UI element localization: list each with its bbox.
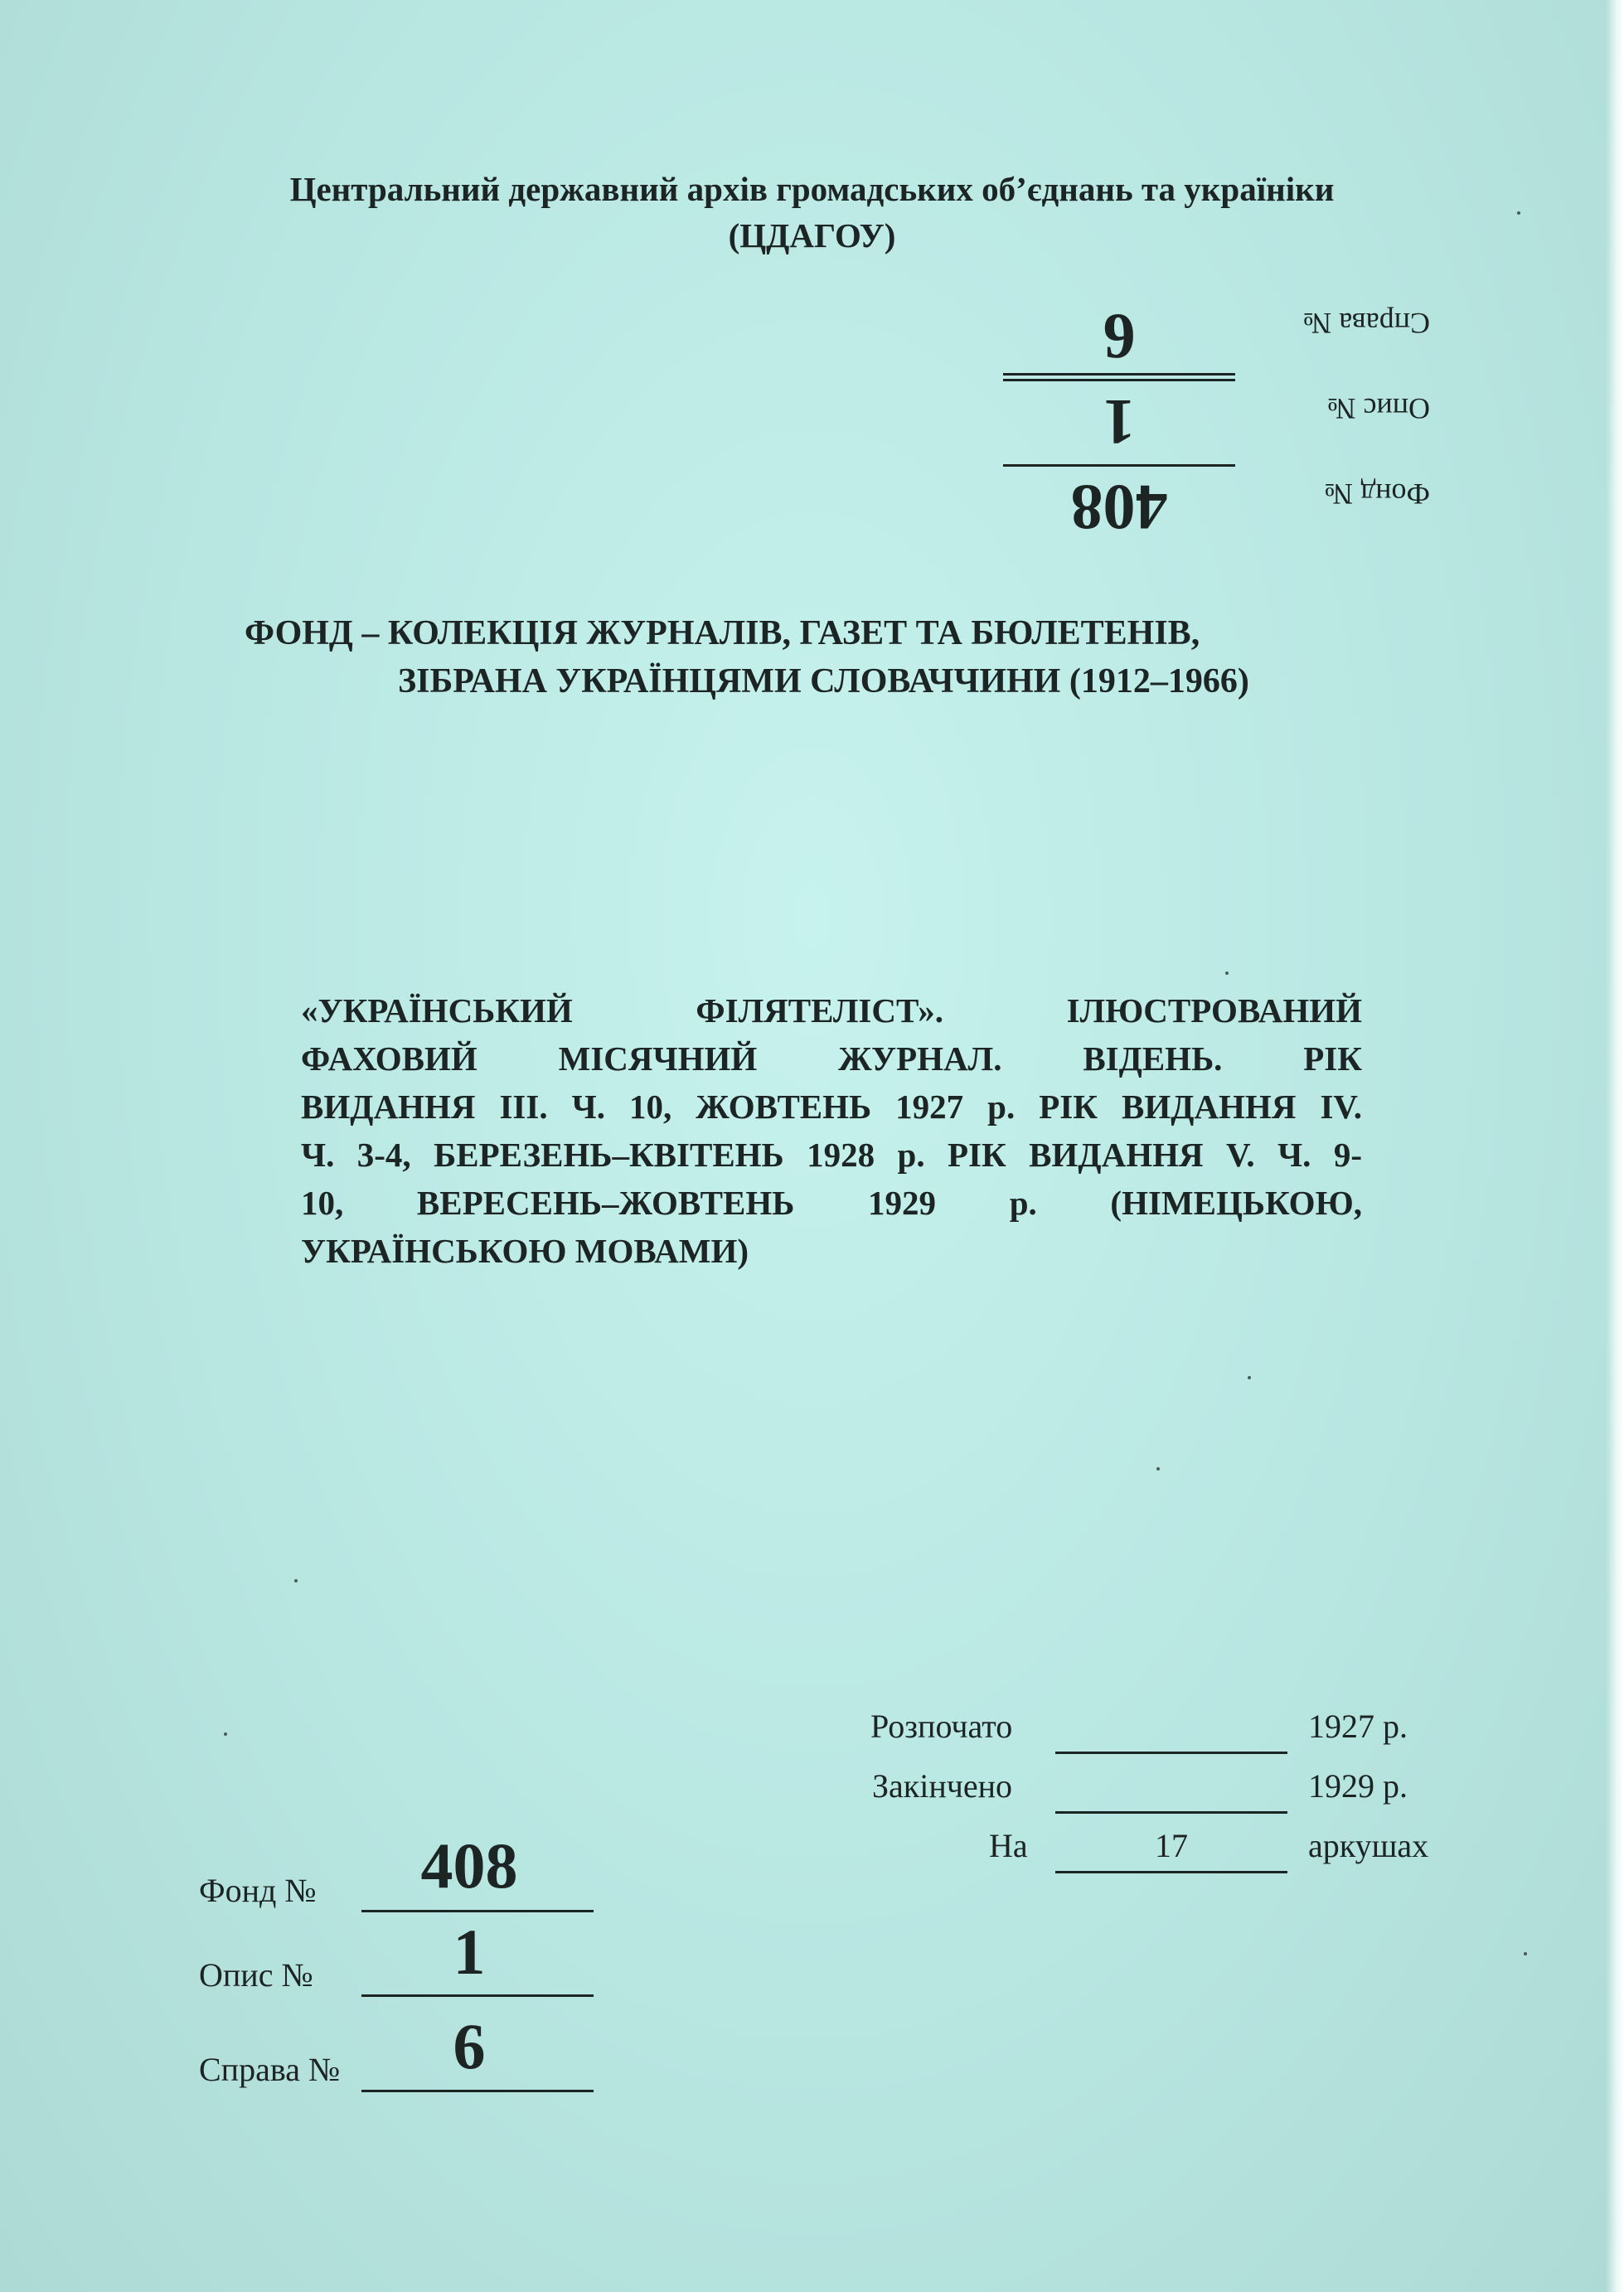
opys-value: 1 bbox=[453, 1916, 486, 1988]
inverted-reference-block bbox=[999, 294, 1430, 543]
opys-line bbox=[361, 1994, 594, 1997]
fond-title-line-1: ФОНД – КОЛЕКЦІЯ ЖУРНАЛІВ, ГАЗЕТ ТА БЮЛЕТЕНІВ, bbox=[245, 614, 1200, 652]
sprava-label: Справа № bbox=[199, 2051, 341, 2088]
paper-speck bbox=[224, 1732, 227, 1736]
ended-value: 1929 р. bbox=[1308, 1767, 1408, 1805]
file-description bbox=[301, 986, 1362, 1275]
fond-line bbox=[361, 1910, 594, 1912]
paper-speck bbox=[1156, 1467, 1160, 1471]
paper-speck bbox=[1225, 972, 1229, 975]
inverted-fond-line bbox=[1003, 464, 1235, 467]
inverted-opys-label: Опис № bbox=[1327, 392, 1430, 425]
inverted-opys-line bbox=[1003, 379, 1235, 381]
inverted-sprava-line bbox=[1003, 373, 1235, 376]
sprava-value: 6 bbox=[453, 2010, 486, 2082]
description-line: ВИДАННЯ ІІІ. Ч. 10, ЖОВТЕНЬ 1927 р. РІК ВИДАННЯ IV. bbox=[301, 1088, 1362, 1126]
sheets-count: 17 bbox=[1155, 1827, 1188, 1864]
paper-speck bbox=[294, 1579, 298, 1582]
inverted-row-fond bbox=[999, 460, 1430, 543]
fond-title-line-2: ЗІБРАНА УКРАЇНЦЯМИ СЛОВАЧЧИНИ (1912–1966) bbox=[398, 662, 1249, 700]
fond-label: Фонд № bbox=[199, 1872, 317, 1909]
description-line: Ч. 3-4, БЕРЕЗЕНЬ–КВІТЕНЬ 1928 р. РІК ВИДАННЯ V. Ч. 9- bbox=[301, 1136, 1362, 1174]
inverted-sprava-value: 6 bbox=[1103, 301, 1136, 373]
description-line: УКРАЇНСЬКОЮ МОВАМИ) bbox=[301, 1232, 749, 1270]
started-label: Розпочато bbox=[870, 1708, 1013, 1745]
inverted-row-opys bbox=[999, 375, 1430, 458]
sheets-suffix: аркушах bbox=[1308, 1827, 1429, 1864]
started-value: 1927 р. bbox=[1308, 1708, 1408, 1745]
inverted-fond-value: 408 bbox=[1070, 472, 1168, 544]
description-line: ФАХОВИЙ МІСЯЧНИЙ ЖУРНАЛ. ВІДЕНЬ. РІК bbox=[301, 1039, 1362, 1078]
sheets-prefix: На bbox=[989, 1827, 1028, 1864]
paper-speck bbox=[1524, 1952, 1527, 1955]
inverted-sprava-label: Справа № bbox=[1302, 307, 1430, 340]
archive-name: Центральний державний архів громадських об’єднань та україніки bbox=[289, 170, 1335, 208]
sprava-line bbox=[361, 2090, 594, 2092]
ended-line bbox=[1055, 1811, 1287, 1814]
page-edge bbox=[1606, 0, 1624, 2292]
inverted-fond-label: Фонд № bbox=[1324, 477, 1430, 511]
inverted-row-sprava bbox=[999, 289, 1430, 372]
inverted-opys-value: 1 bbox=[1103, 386, 1136, 458]
started-line bbox=[1055, 1752, 1287, 1754]
sheets-line bbox=[1055, 1871, 1287, 1873]
paper-speck bbox=[1517, 211, 1520, 215]
description-line: «УКРАЇНСЬКИЙ ФІЛЯТЕЛІСТ». ІЛЮСТРОВАНИЙ bbox=[301, 991, 1362, 1030]
fond-value: 408 bbox=[420, 1829, 518, 1902]
ended-label: Закінчено bbox=[872, 1767, 1013, 1805]
paper-speck bbox=[1248, 1376, 1251, 1379]
archive-abbreviation: (ЦДАГОУ) bbox=[728, 216, 896, 254]
description-line: 10, ВЕРЕСЕНЬ–ЖОВТЕНЬ 1929 р. (НІМЕЦЬКОЮ, bbox=[301, 1184, 1362, 1222]
opys-label: Опис № bbox=[199, 1956, 313, 1994]
